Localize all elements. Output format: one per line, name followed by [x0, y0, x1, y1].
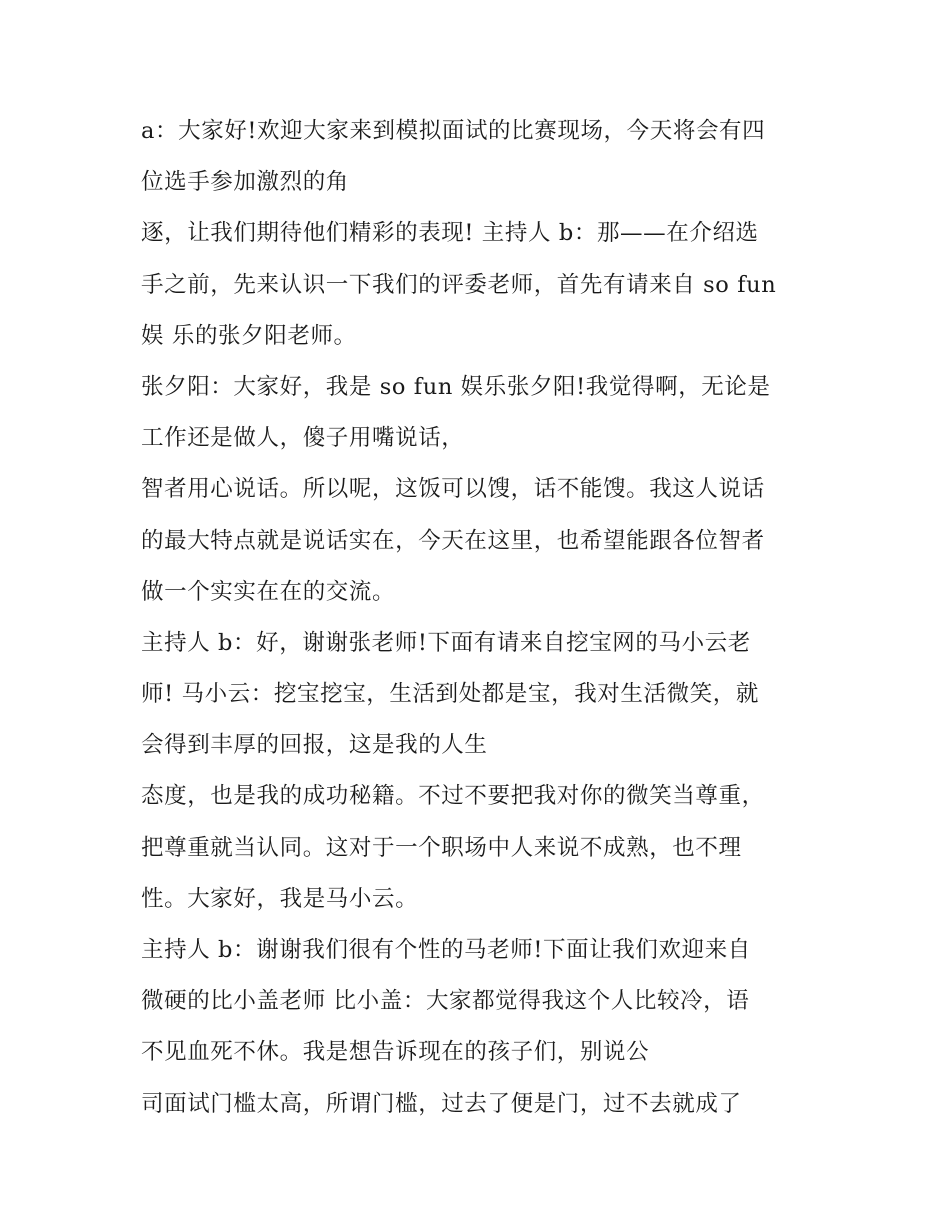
text-line: 主持人 b：好，谢谢张老师!下面有请来自挖宝网的马小云老 — [141, 629, 751, 656]
text-line: 娱 乐的张夕阳老师。 — [141, 322, 357, 349]
text-line: 司面试门槛太高，所谓门槛，过去了便是门，过不去就成了 — [141, 1090, 742, 1117]
text-line: 主持人 b：谢谢我们很有个性的马老师!下面让我们欢迎来自 — [141, 937, 751, 963]
document-body — [141, 106, 841, 1130]
text-line: 做一个实实在在的交流。 — [141, 578, 396, 605]
text-line: 微硬的比小盖老师 比小盖：大家都觉得我这个人比较冷，语 — [141, 988, 750, 1015]
text-line: 逐，让我们期待他们精彩的表现! 主持人 b：那——在介绍选 — [141, 220, 759, 247]
text-line: 的最大特点就是说话实在，今天在这里，也希望能跟各位智者 — [141, 527, 765, 554]
text-line: 把尊重就当认同。这对于一个职场中人来说不成熟，也不理 — [141, 834, 742, 861]
text-line: 不见血死不休。我是想告诉现在的孩子们，别说公 — [141, 1039, 650, 1066]
text-line: 工作还是做人，傻子用嘴说话， — [141, 425, 465, 452]
text-line: 张夕阳：大家好，我是 so fun 娱乐张夕阳!我觉得啊，无论是 — [141, 373, 771, 400]
text-line: a：大家好!欢迎大家来到模拟面试的比赛现场，今天将会有四 — [141, 118, 766, 144]
text-line: 智者用心说话。所以呢，这饭可以馊，话不能馊。我这人说话 — [141, 476, 765, 503]
text-line: 会得到丰厚的回报，这是我的人生 — [141, 732, 488, 759]
text-line: 师! 马小云：挖宝挖宝，生活到处都是宝，我对生活微笑，就 — [141, 681, 759, 708]
text-line: 态度，也是我的成功秘籍。不过不要把我对你的微笑当尊重， — [141, 783, 765, 810]
text-line: 性。大家好，我是马小云。 — [141, 885, 419, 912]
text-line: 手之前，先来认识一下我们的评委老师，首先有请来自 so fun — [141, 271, 777, 298]
text-line: 位选手参加激烈的角 — [141, 169, 349, 196]
